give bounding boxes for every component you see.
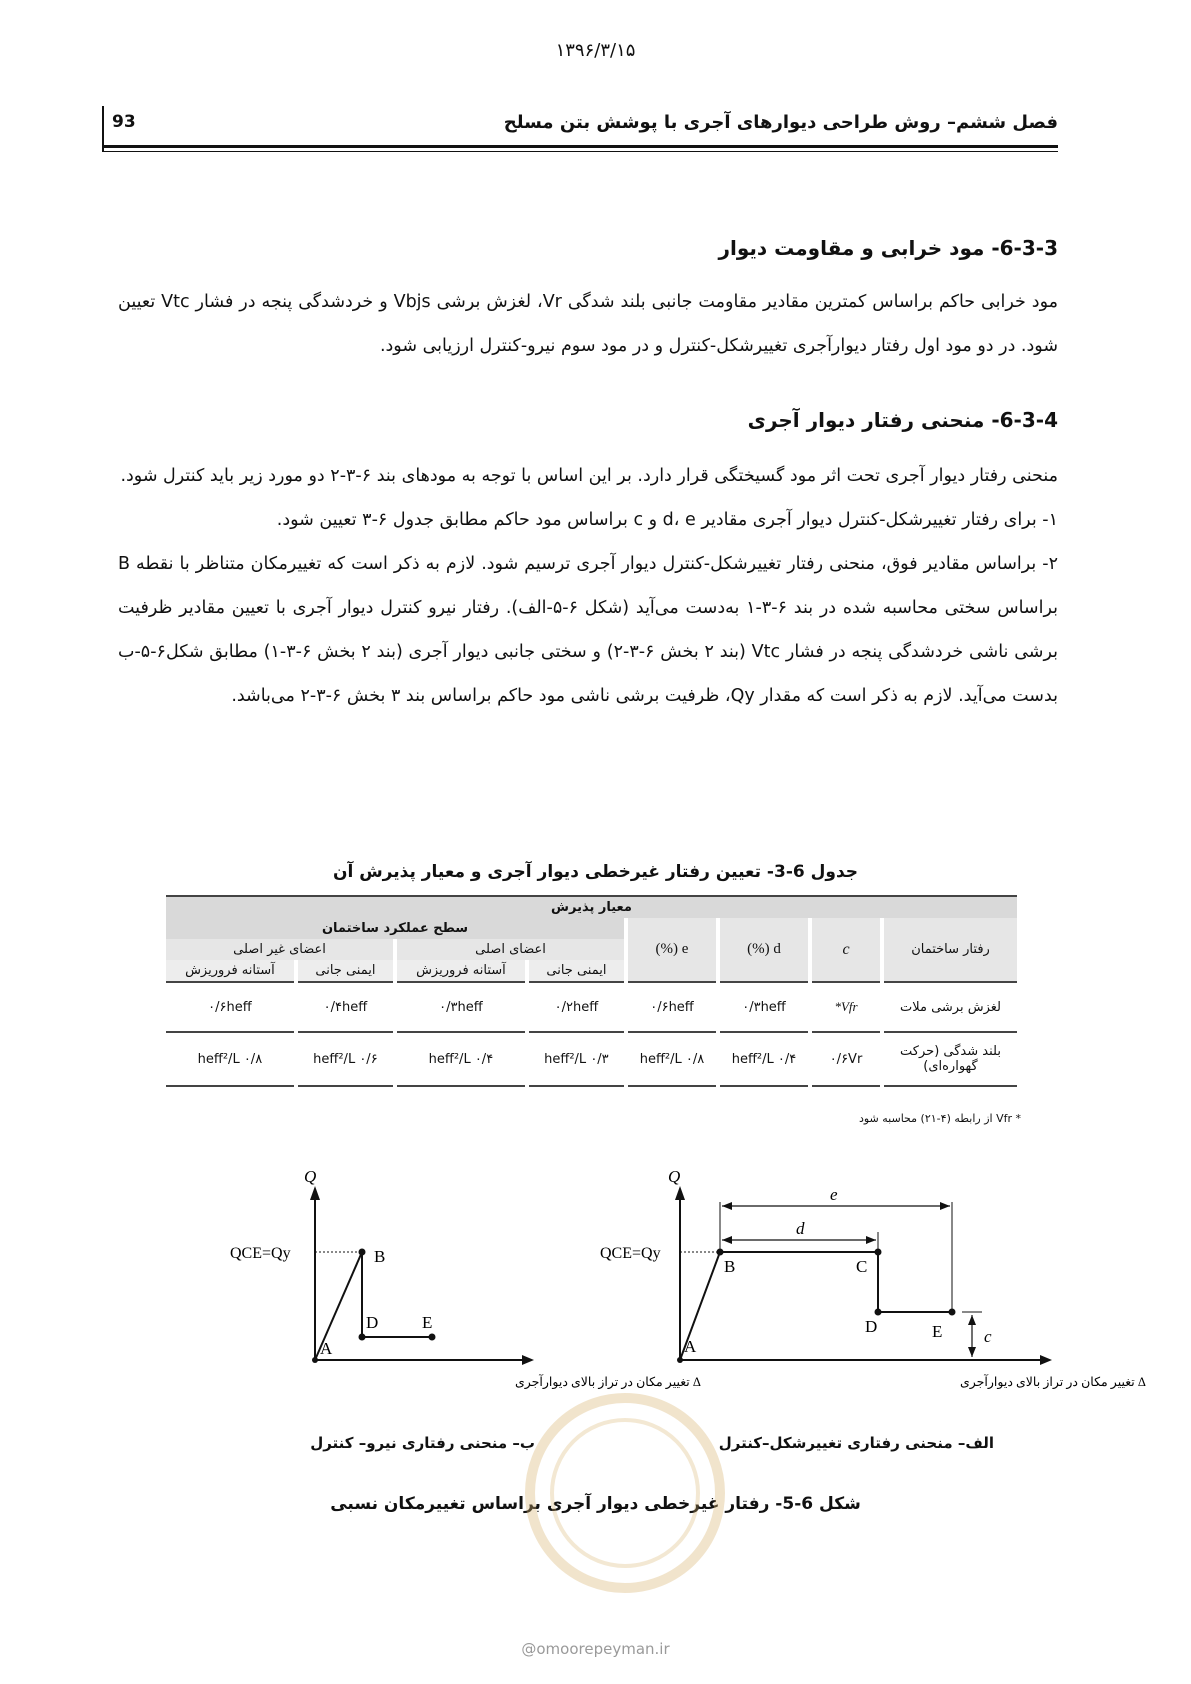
point-a bbox=[312, 1357, 318, 1363]
section-6-3-3-paragraph bbox=[118, 280, 1058, 368]
col-primary-life-safety: ایمنی جانی bbox=[527, 960, 626, 982]
header-performance: سطح عملکرد ساختمان bbox=[164, 918, 626, 939]
col-behavior: رفتار ساختمان bbox=[882, 918, 1017, 982]
point-a bbox=[677, 1357, 683, 1363]
row1-primary-cp: ۰/۳heff bbox=[395, 982, 527, 1032]
page-number: 93 bbox=[112, 112, 136, 132]
label-e: E bbox=[422, 1313, 433, 1332]
label-c: C bbox=[856, 1257, 868, 1276]
header-rule-thin bbox=[102, 151, 1058, 152]
x-axis-label: Δ تغییر مکان در تراز بالای دیوارآجری bbox=[960, 1375, 1146, 1389]
row1-d: ۰/۳heff bbox=[718, 982, 810, 1032]
table-caption: جدول 6-3- تعیین رفتار غیرخطی دیوار آجری و معیار پذیرش آن bbox=[332, 862, 859, 882]
row2-secondary-ls: ۰/۶ heff²/L bbox=[296, 1032, 395, 1086]
y-axis-arrow bbox=[675, 1186, 685, 1200]
y-axis-label: Q bbox=[668, 1167, 681, 1186]
x-axis-arrow bbox=[522, 1355, 534, 1365]
col-secondary-life-safety: ایمنی جانی bbox=[296, 960, 395, 982]
row1-secondary-cp: ۰/۶heff bbox=[164, 982, 296, 1032]
header-primary: اعضای اصلی bbox=[395, 939, 626, 960]
dim-label-d: d bbox=[796, 1219, 805, 1238]
x-axis-label: Δ تغییر مکان در تراز بالای دیوارآجری bbox=[515, 1375, 701, 1389]
header-secondary: اعضای غیر اصلی bbox=[164, 939, 395, 960]
point-d bbox=[359, 1334, 366, 1341]
dim-arrow bbox=[722, 1236, 732, 1244]
col-secondary-collapse: آستانه فروریزش bbox=[164, 960, 296, 982]
label-d: D bbox=[865, 1317, 878, 1336]
yield-label: QCE=Qy bbox=[230, 1245, 291, 1262]
dim-arrow bbox=[968, 1315, 976, 1325]
table-footnote: * Vfr از رابطه (۴-۲۱) محاسبه شود bbox=[858, 1112, 1021, 1125]
figure-force-controlled bbox=[200, 1160, 701, 1410]
figure-caption-b: ب– منحنی رفتاری نیرو– کنترل bbox=[310, 1434, 535, 1452]
figure-deformation-controlled bbox=[600, 1160, 1146, 1410]
label-b: B bbox=[374, 1247, 386, 1266]
point-b bbox=[359, 1249, 366, 1256]
row1-primary-ls: ۰/۲heff bbox=[527, 982, 626, 1032]
watermark-seal-inner bbox=[550, 1418, 700, 1568]
dim-arrow bbox=[866, 1236, 876, 1244]
col-e: e (%) bbox=[626, 918, 718, 982]
label-d: D bbox=[366, 1313, 379, 1332]
list-item-1: ۱- برای رفتار تغییرشکل-کنترل دیوار آجری مقادیر d، e و c براساس مود حاکم مطابق جدول ۶-۳ تعیین شود. bbox=[276, 510, 1058, 530]
col-c: c bbox=[810, 918, 882, 982]
section-heading-6-3-3: 6-3-3- مود خرابی و مقاومت دیوار bbox=[718, 236, 1058, 260]
yield-label: QCE=Qy bbox=[600, 1245, 661, 1262]
row2-primary-cp: ۰/۴ heff²/L bbox=[395, 1032, 527, 1086]
row2-primary-ls: ۰/۳ heff²/L bbox=[527, 1032, 626, 1086]
label-b: B bbox=[724, 1257, 736, 1276]
y-axis-arrow bbox=[310, 1186, 320, 1200]
label-a: A bbox=[684, 1337, 697, 1356]
dim-label-e: e bbox=[830, 1185, 838, 1204]
dim-arrow bbox=[940, 1202, 950, 1210]
header-acceptance: معیار پذیرش bbox=[164, 896, 1017, 918]
y-axis-label: Q bbox=[304, 1167, 317, 1186]
dim-label-c: c bbox=[984, 1327, 992, 1346]
x-axis-arrow bbox=[1040, 1355, 1052, 1365]
row2-d: ۰/۴ heff²/L bbox=[718, 1032, 810, 1086]
dim-arrow bbox=[722, 1202, 732, 1210]
col-primary-collapse: آستانه فروریزش bbox=[395, 960, 527, 982]
figure-caption: شکل 6-5- رفتار غیرخطی دیوار آجری براساس تغییرمکان نسبی bbox=[330, 1494, 861, 1514]
label-a: A bbox=[320, 1339, 333, 1358]
chapter-title: فصل ششم– روش طراحی دیوارهای آجری با پوشش بتن مسلح bbox=[503, 112, 1058, 133]
row1-e: ۰/۶heff bbox=[626, 982, 718, 1032]
row1-c: Vfr* bbox=[810, 982, 882, 1032]
row2-c: ۰/۶Vr bbox=[810, 1032, 882, 1086]
col-d: d (%) bbox=[718, 918, 810, 982]
acceptance-criteria-table bbox=[162, 895, 1017, 1087]
label-e: E bbox=[932, 1322, 943, 1341]
row2-behavior: بلند شدگی (حرکت گهواره‌ای) bbox=[882, 1032, 1017, 1086]
figure-caption-a: الف– منحنی رفتاری تغییرشکل–کنترل bbox=[718, 1434, 994, 1452]
intro-paragraph: منحنی رفتار دیوار آجری تحت اثر مود گسیختگی قرار دارد. بر این اساس با توجه به مودهای بند ۶-۳-۲ دو مورد زیر باید کنترل شود. bbox=[120, 466, 1058, 486]
row1-behavior: لغزش برشی ملات bbox=[882, 982, 1017, 1032]
row2-e: ۰/۸ heff²/L bbox=[626, 1032, 718, 1086]
row1-secondary-ls: ۰/۴heff bbox=[296, 982, 395, 1032]
row2-secondary-cp: ۰/۸ heff²/L bbox=[164, 1032, 296, 1086]
list-item-2: ۲- براساس مقادیر فوق، منحنی رفتار تغییرشکل-کنترل دیوار آجری ترسیم شود. لازم به ذکر است که تغییرمکان متناظر با نقطه B براساس سختی محاسبه شده در بند ۶-۳-۱ به‌دست می‌آید (شکل ۶-۵-الف). رفتار نیرو کنترل دیوار آجری با تعیین مقادیر ظرفیت برشی ناشی خردشدگی پنجه در فشار Vtc (بند ۲ بخش ۶-۳-۲) و سختی جانبی دیوار آجری (بند ۲ بخش ۶-۳-۱) مطابق شکل۶-۵-ب بدست می‌آید. لازم به ذکر است که مقدار Qy، ظرفیت برشی ناشی مود حاکم براساس بند ۳ بخش ۶-۳-۲ می‌باشد. bbox=[118, 554, 1058, 706]
point-e bbox=[429, 1334, 436, 1341]
dim-arrow bbox=[968, 1347, 976, 1357]
paragraph-text: مود خرابی حاکم براساس کمترین مقادیر مقاومت جانبی بلند شدگی Vr، لغزش برشی Vbjs و خردشدگی پنجه در فشار Vtc تعیین شود. در دو مود اول رفتار دیوارآجری تغییرشکل-کنترل و در مود سوم نیرو-کنترل ارزیابی شود. bbox=[118, 292, 1058, 356]
section-6-3-4-body bbox=[118, 454, 1058, 718]
watermark-site: @omoorepeyman.ir bbox=[521, 1640, 670, 1658]
behavior-curve bbox=[680, 1252, 952, 1360]
header-rule-thick bbox=[102, 145, 1058, 148]
point-d bbox=[875, 1309, 882, 1316]
page-date: ۱۳۹۶/۳/۱۵ bbox=[555, 40, 636, 61]
section-heading-6-3-4: 6-3-4- منحنی رفتار دیوار آجری bbox=[747, 408, 1058, 432]
